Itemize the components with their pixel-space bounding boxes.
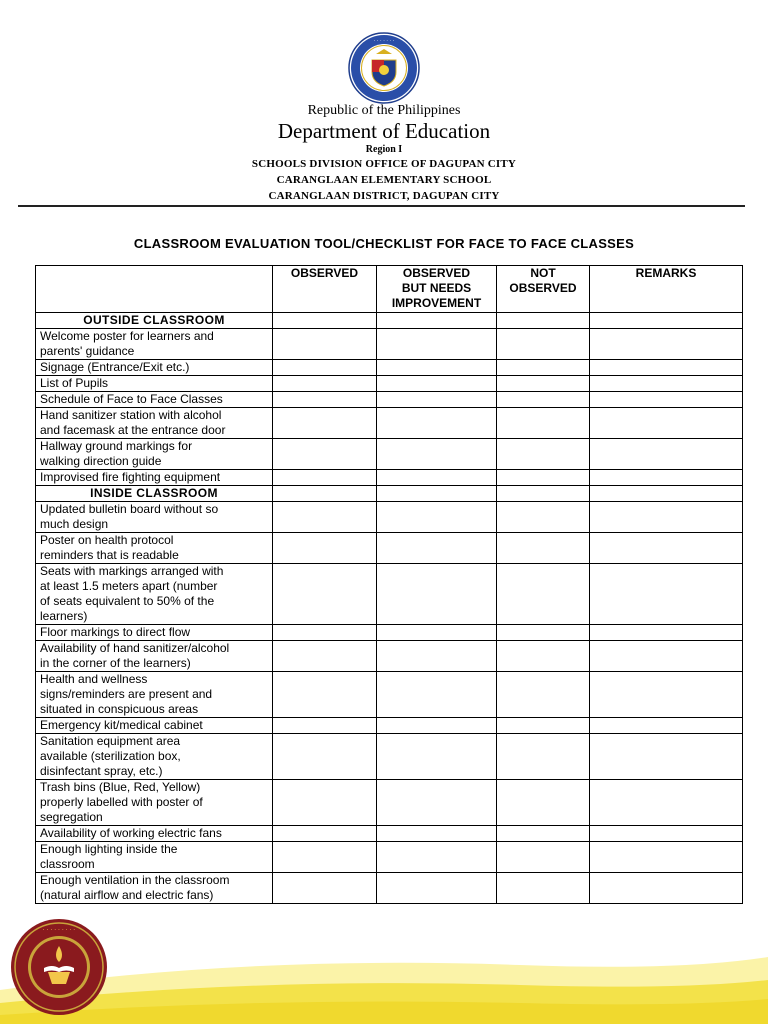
remarks-cell[interactable] [590, 564, 743, 625]
school-heading: CARANGLAAN ELEMENTARY SCHOOL [276, 174, 492, 186]
observed-cell[interactable] [273, 360, 377, 376]
checklist-item [36, 439, 273, 470]
item-text-line: signs/reminders are present and [40, 687, 213, 701]
svg-text:· · · · · · ·: · · · · · · · [373, 38, 395, 44]
table-row [36, 439, 743, 470]
not-observed-cell[interactable] [497, 408, 590, 439]
not-observed-cell[interactable] [497, 672, 590, 718]
observed-cell[interactable] [273, 734, 377, 780]
not-observed-cell[interactable] [497, 625, 590, 641]
observed-cell[interactable] [273, 329, 377, 360]
not-observed-cell[interactable] [497, 376, 590, 392]
observed-needs-improvement-column-header: OBSERVED BUT NEEDS IMPROVEMENT [377, 266, 497, 313]
item-text-line: properly labelled with poster of [40, 795, 203, 809]
observed-cell[interactable] [273, 439, 377, 470]
not-observed-cell[interactable] [497, 564, 590, 625]
not-observed-cell[interactable] [497, 826, 590, 842]
checklist-item [36, 502, 273, 533]
remarks-cell[interactable] [590, 672, 743, 718]
item-text-line: in the corner of the learners) [40, 656, 191, 670]
checklist-item [36, 842, 273, 873]
item-text-line: segregation [40, 810, 103, 824]
item-text-line: Floor markings to direct flow [40, 625, 191, 639]
table-row [36, 376, 743, 392]
item-text-line: parents' guidance [40, 344, 135, 358]
table-row [36, 329, 743, 360]
item-text-line: Availability of working electric fans [40, 826, 222, 840]
checklist-item [36, 826, 273, 842]
item-text-line: List of Pupils [40, 376, 109, 390]
item-text-line: classroom [40, 857, 95, 871]
item-text-line: Enough ventilation in the classroom [40, 873, 230, 887]
checklist-item [36, 625, 273, 641]
observed-cell[interactable] [273, 873, 377, 904]
item-text-line: at least 1.5 meters apart (number [40, 579, 218, 593]
table-header-row [36, 266, 743, 313]
empty-cell[interactable] [497, 486, 590, 502]
remarks-cell[interactable] [590, 625, 743, 641]
table-row [36, 625, 743, 641]
observed-cell[interactable] [273, 392, 377, 408]
needs-improvement-cell[interactable] [377, 470, 497, 486]
empty-cell[interactable] [377, 313, 497, 329]
remarks-cell[interactable] [590, 392, 743, 408]
not-observed-cell[interactable] [497, 842, 590, 873]
item-text-line: available (sterilization box, [40, 749, 181, 763]
not-observed-column-header: NOT OBSERVED [497, 266, 590, 313]
item-text-line: Hallway ground markings for [40, 439, 193, 453]
table-row [36, 734, 743, 780]
not-observed-cell[interactable] [497, 780, 590, 826]
needs-improvement-cell[interactable] [377, 439, 497, 470]
section-outside-classroom-label: OUTSIDE CLASSROOM [36, 313, 273, 329]
checklist-item [36, 718, 273, 734]
header-divider [18, 205, 745, 207]
observed-cell[interactable] [273, 641, 377, 672]
needs-improvement-cell[interactable] [377, 329, 497, 360]
checklist-item [36, 564, 273, 625]
item-text-line: Hand sanitizer station with alcohol [40, 408, 222, 422]
observed-cell[interactable] [273, 625, 377, 641]
needs-improvement-cell[interactable] [377, 502, 497, 533]
needs-improvement-cell[interactable] [377, 718, 497, 734]
not-observed-cell[interactable] [497, 718, 590, 734]
table-row [36, 672, 743, 718]
item-text-line: Trash bins (Blue, Red, Yellow) [40, 780, 201, 794]
item-text-line: Sanitation equipment area [40, 734, 181, 748]
item-text-line: Schedule of Face to Face Classes [40, 392, 223, 406]
checklist-item [36, 392, 273, 408]
table-row [36, 392, 743, 408]
needs-improvement-cell[interactable] [377, 376, 497, 392]
observed-cell[interactable] [273, 502, 377, 533]
not-observed-cell[interactable] [497, 734, 590, 780]
remarks-cell[interactable] [590, 533, 743, 564]
table-row [36, 780, 743, 826]
division-heading: SCHOOLS DIVISION OFFICE OF DAGUPAN CITY [251, 158, 517, 170]
checklist-item [36, 376, 273, 392]
remarks-cell[interactable] [590, 641, 743, 672]
observed-column-header: OBSERVED [273, 266, 377, 313]
observed-cell[interactable] [273, 564, 377, 625]
observed-cell[interactable] [273, 470, 377, 486]
not-observed-cell[interactable] [497, 439, 590, 470]
observed-cell[interactable] [273, 826, 377, 842]
empty-cell[interactable] [377, 486, 497, 502]
checklist-item [36, 780, 273, 826]
item-text-line: disinfectant spray, etc.) [40, 764, 163, 778]
item-text-line: Availability of hand sanitizer/alcohol [40, 641, 230, 655]
item-text-line: Signage (Entrance/Exit etc.) [40, 360, 190, 374]
remarks-cell[interactable] [590, 780, 743, 826]
needs-improvement-cell[interactable] [377, 392, 497, 408]
empty-cell[interactable] [590, 313, 743, 329]
empty-cell[interactable] [590, 486, 743, 502]
table-row [36, 873, 743, 904]
region-heading: Region I [365, 144, 403, 155]
table-row [36, 360, 743, 376]
remarks-cell[interactable] [590, 439, 743, 470]
observed-cell[interactable] [273, 780, 377, 826]
remarks-cell[interactable] [590, 329, 743, 360]
item-text-line: Seats with markings arranged with [40, 564, 224, 578]
table-row [36, 842, 743, 873]
not-observed-cell[interactable] [497, 360, 590, 376]
checklist-item [36, 470, 273, 486]
remarks-cell[interactable] [590, 734, 743, 780]
item-text-line: of seats equivalent to 50% of the [40, 594, 215, 608]
remarks-cell[interactable] [590, 470, 743, 486]
needs-improvement-cell[interactable] [377, 564, 497, 625]
item-text-line: Improvised fire fighting equipment [40, 470, 221, 484]
observed-cell[interactable] [273, 408, 377, 439]
footer-band [0, 935, 768, 1024]
deped-seal-logo [348, 32, 420, 104]
section-outside-classroom [36, 313, 743, 329]
item-text-line: (natural airflow and electric fans) [40, 888, 214, 902]
evaluation-checklist-table [35, 265, 743, 904]
item-text-line: learners) [40, 609, 88, 623]
item-text-line: Health and wellness [40, 672, 148, 686]
table-row [36, 533, 743, 564]
table-row [36, 408, 743, 439]
table-row [36, 564, 743, 625]
not-observed-cell[interactable] [497, 502, 590, 533]
table-row [36, 502, 743, 533]
section-inside-classroom-label: INSIDE CLASSROOM [36, 486, 273, 502]
checklist-item [36, 360, 273, 376]
checklist-item [36, 408, 273, 439]
needs-improvement-cell[interactable] [377, 780, 497, 826]
observed-cell[interactable] [273, 533, 377, 564]
needs-improvement-cell[interactable] [377, 408, 497, 439]
item-text-line: Welcome poster for learners and [40, 329, 214, 343]
needs-improvement-cell[interactable] [377, 625, 497, 641]
table-row [36, 470, 743, 486]
district-heading: CARANGLAAN DISTRICT, DAGUPAN CITY [268, 190, 500, 202]
table-row [36, 641, 743, 672]
observed-cell[interactable] [273, 672, 377, 718]
item-column-header [36, 266, 273, 313]
checklist-item [36, 672, 273, 718]
not-observed-cell[interactable] [497, 533, 590, 564]
needs-improvement-cell[interactable] [377, 734, 497, 780]
not-observed-cell[interactable] [497, 329, 590, 360]
document-title: CLASSROOM EVALUATION TOOL/CHECKLIST FOR FACE TO FACE CLASSES [133, 236, 635, 251]
remarks-column-header: REMARKS [590, 266, 743, 313]
needs-improvement-cell[interactable] [377, 641, 497, 672]
remarks-cell[interactable] [590, 502, 743, 533]
not-observed-cell[interactable] [497, 873, 590, 904]
needs-improvement-cell[interactable] [377, 873, 497, 904]
remarks-cell[interactable] [590, 360, 743, 376]
observed-cell[interactable] [273, 718, 377, 734]
needs-improvement-cell[interactable] [377, 842, 497, 873]
item-text-line: situated in conspicuous areas [40, 702, 199, 716]
checklist-item [36, 533, 273, 564]
item-text-line: Poster on health protocol [40, 533, 174, 547]
checklist-item [36, 641, 273, 672]
table-row [36, 718, 743, 734]
remarks-cell[interactable] [590, 873, 743, 904]
remarks-cell[interactable] [590, 718, 743, 734]
empty-cell[interactable] [273, 486, 377, 502]
needs-improvement-cell[interactable] [377, 826, 497, 842]
empty-cell[interactable] [273, 313, 377, 329]
needs-improvement-cell[interactable] [377, 533, 497, 564]
item-text-line: Emergency kit/medical cabinet [40, 718, 203, 732]
checklist-item [36, 734, 273, 780]
not-observed-cell[interactable] [497, 641, 590, 672]
item-text-line: Updated bulletin board without so [40, 502, 219, 516]
republic-heading: Republic of the Philippines [307, 103, 461, 118]
remarks-cell[interactable] [590, 408, 743, 439]
not-observed-cell[interactable] [497, 392, 590, 408]
observed-cell[interactable] [273, 842, 377, 873]
svg-text:· · · · · · · · ·: · · · · · · · · · [42, 927, 76, 934]
item-text-line: reminders that is readable [40, 548, 179, 562]
remarks-cell[interactable] [590, 842, 743, 873]
empty-cell[interactable] [497, 313, 590, 329]
section-inside-classroom [36, 486, 743, 502]
school-seal-logo [10, 918, 108, 1016]
remarks-cell[interactable] [590, 376, 743, 392]
checklist-item [36, 873, 273, 904]
item-text-line: walking direction guide [40, 454, 162, 468]
observed-cell[interactable] [273, 376, 377, 392]
item-text-line: Enough lighting inside the [40, 842, 178, 856]
department-heading: Department of Education [277, 119, 491, 143]
item-text-line: much design [40, 517, 109, 531]
not-observed-cell[interactable] [497, 470, 590, 486]
table-row [36, 826, 743, 842]
remarks-cell[interactable] [590, 826, 743, 842]
needs-improvement-cell[interactable] [377, 672, 497, 718]
checklist-item [36, 329, 273, 360]
needs-improvement-cell[interactable] [377, 360, 497, 376]
item-text-line: and facemask at the entrance door [40, 423, 226, 437]
